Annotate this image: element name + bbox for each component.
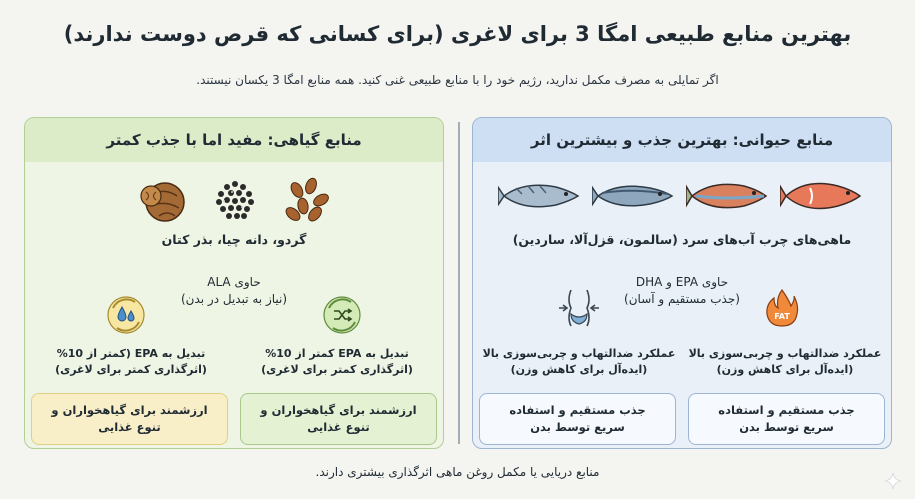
flax-seeds-icon: [283, 176, 331, 224]
card-text: سریع توسط بدن: [530, 420, 625, 434]
animal-source-label: ماهی‌های چرب آب‌های سرد (سالمون، قزل‌آلا، ساردین): [512, 232, 852, 247]
footer-note: منابع دریایی یا مکمل روغن ماهی اثرگذاری بیشتری دارند.: [315, 465, 600, 479]
cycle-drop-icon: [105, 294, 147, 336]
subtitle-line: اگر تمایلی به مصرف مکمل ندارید، رژیم خود را با منابع طبیعی غنی کنید. همه منابع امگا 3 یکسان نیستند.: [196, 73, 719, 87]
animal-benefit-left: [479, 346, 679, 378]
animal-panel-header: منابع حیوانی: بهترین جذب و بیشترین اثر: [473, 118, 891, 162]
benefit-text: عملکرد ضدالتهاب و چربی‌سوزی بالا: [482, 347, 676, 360]
plant-card-right: [240, 393, 437, 445]
fat-flame-icon: [765, 288, 799, 328]
benefit-text: تبدیل به EPA (کمتر از 10%: [56, 347, 206, 360]
benefit-note: (ایده‌آل برای کاهش وزن): [510, 363, 648, 376]
card-text: جذب مستقیم و استفاده: [509, 403, 646, 417]
animal-contains: [473, 274, 891, 308]
fish-icon: [592, 176, 678, 216]
plant-contains: [25, 274, 443, 308]
plant-card-left: [31, 393, 228, 445]
plant-icons-row: [25, 176, 443, 224]
benefit-text: عملکرد ضدالتهاب و چربی‌سوزی بالا: [688, 347, 882, 360]
animal-sources-panel: [472, 117, 892, 449]
column-divider: [458, 122, 460, 444]
plant-panel-header: منابع گیاهی: مفید اما با جذب کمتر: [25, 118, 443, 162]
fish-icon: [498, 176, 584, 216]
card-text: جذب مستقیم و استفاده سریع توسط بدن: [718, 403, 855, 434]
card-text: ارزشمند برای گیاهخواران و: [51, 403, 208, 417]
plant-source-label: گردو، دانه چیا، بذر کتان: [161, 232, 307, 247]
plant-contains-note: (نیاز به تبدیل در بدن): [180, 292, 288, 306]
fish-icon: [780, 176, 866, 216]
animal-contains-note: (جذب مستقیم و آسان): [624, 292, 740, 306]
card-text: ارزشمند برای گیاهخواران و: [260, 403, 417, 417]
plant-benefit-left: [31, 346, 231, 378]
benefit-note: (اثرگذاری کمتر برای لاغری): [55, 363, 207, 376]
benefit-note: (ایده‌آل برای کاهش وزن): [716, 363, 854, 376]
plant-benefit-right: [237, 346, 437, 378]
animal-card-right: [688, 393, 885, 445]
waist-icon: [557, 286, 601, 330]
animal-contains-line: حاوی EPA و DHA: [635, 275, 729, 289]
animal-benefit-right: [685, 346, 885, 378]
benefit-note: (اثرگذاری کمتر برای لاغری): [261, 363, 413, 376]
walnut-icon: [137, 176, 187, 224]
plant-contains-line: حاوی ALA: [207, 275, 261, 289]
card-text: تنوع غذایی: [98, 420, 161, 434]
cycle-shuffle-icon: [321, 294, 363, 336]
sparkle-icon: [885, 473, 901, 489]
fat-label: FAT: [774, 312, 790, 321]
page-title: بهترین منابع طبیعی امگا 3 برای لاغری (برای کسانی که قرص دوست ندارند): [63, 22, 852, 46]
benefit-text: تبدیل به EPA کمتر از 10%: [265, 347, 409, 360]
page-subtitle: [30, 70, 885, 90]
chia-seeds-icon: [211, 176, 259, 224]
card-text: تنوع غذایی: [307, 420, 370, 434]
plant-sources-panel: [24, 117, 444, 449]
fish-icon: [686, 176, 772, 216]
fish-icons-row: [473, 176, 891, 216]
animal-card-left: [479, 393, 676, 445]
